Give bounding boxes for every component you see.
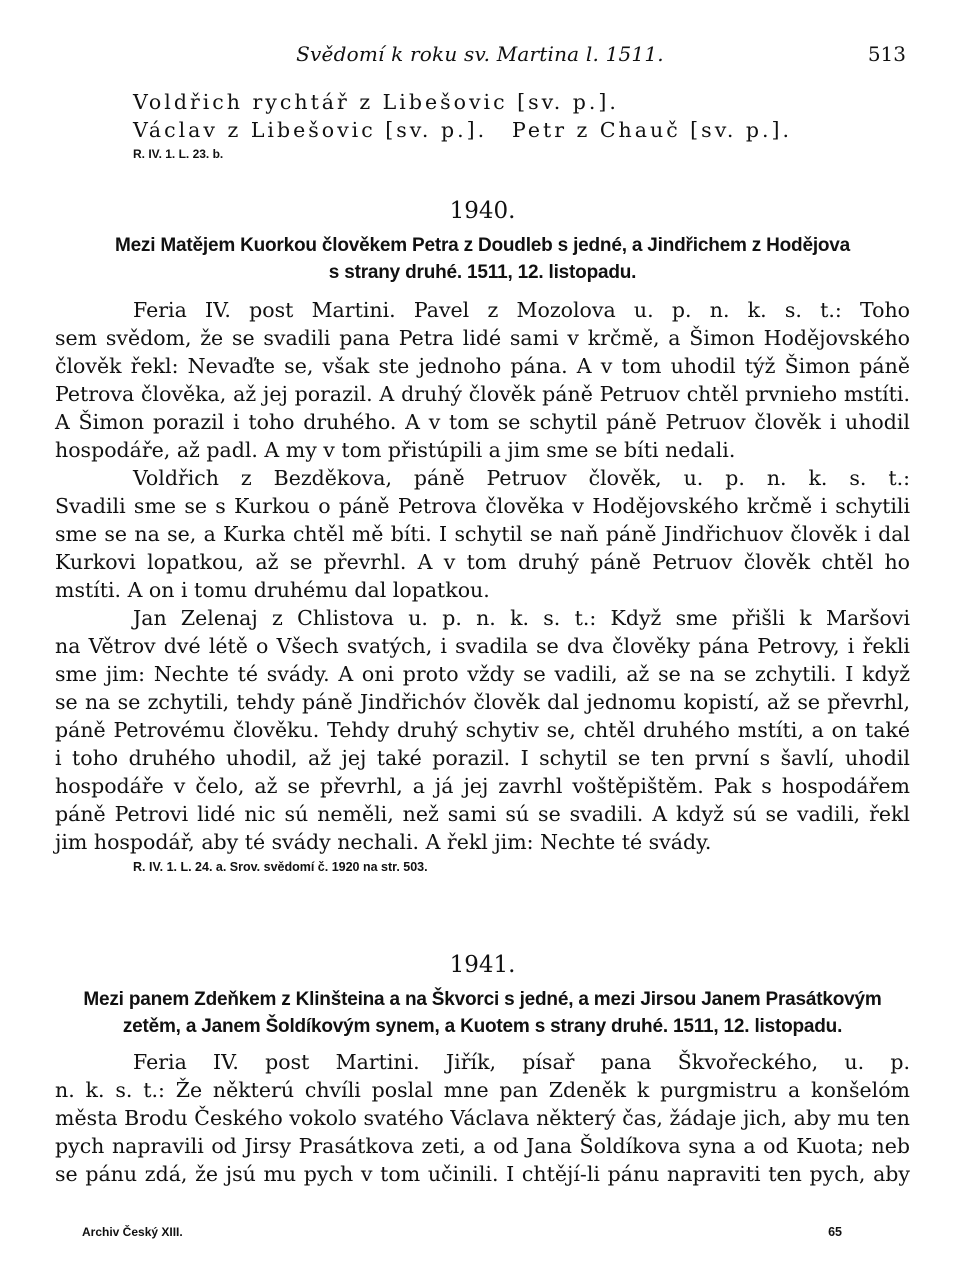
entry-heading-line: Mezi panem Zdeňkem z Klinšteina a na Škvorci s jedné, a mezi Jirsou Janem Prasátkovým [83, 989, 882, 1010]
text-line: hospodáře, až padl. A my v tom přistúpili a jim sme se bíti nedali. [55, 438, 736, 462]
text-line: Jan Zelenaj z Chlistova u. p. n. k. s. t.: Když sme přišli k Maršovi [133, 606, 910, 630]
page-footer [82, 1225, 842, 1247]
page-header [0, 42, 960, 72]
text-line: na Větrov dvé létě o Všech svatých, i svadila se dva člověky pána Petrovy, i řekli [55, 634, 910, 658]
text-line: Kurkovi lopatkou, až se převrhl. A v tom druhý páně Petruov člověk chtěl ho [55, 550, 910, 574]
text-line: páně Petrovi lidé nic sú neměli, než sami sú se svadili. A když sú se vadili, řekl [55, 802, 910, 826]
page-number: 513 [867, 42, 906, 66]
intro-line-1: Voldřich rychtář z Libešovic [sv. p.]. [133, 90, 619, 114]
text-line: pych napravili od Jirsy Prasátkova zeti, a od Jana Šoldíkova syna a od Kuota; neb [55, 1134, 910, 1158]
entry-number: 1941. [449, 952, 516, 978]
text-line: jim hospodář, aby té svády nechali. A řekl jim: Nechte té svády. [55, 830, 712, 854]
text-line: sem svědom, že se svadili pana Petra lidé sami v krčmě, a Šimon Hodějovského [55, 326, 910, 350]
text-line: člověk řekl: Nevaďte se, však ste jednoho pána. A v tom uhodil týž Šimon páně [55, 354, 910, 378]
text-line: se na se zchytili, tehdy páně Jindřichóv člověk dal jednomu kopistí, až se převrhl, [55, 690, 910, 714]
text-line: i toho druhého uhodil, až jej také porazil. I schytil se ten první s šavlí, uhodil [55, 746, 910, 770]
sheet-number: 65 [828, 1225, 842, 1239]
entry-number: 1940. [449, 198, 516, 224]
text-line: sme se na se, a Kurka chtěl mě bíti. I schytil se naň páně Jindřichuov člověk i dal [55, 522, 910, 546]
signature-mark: Archiv Český XIII. [82, 1225, 183, 1239]
entry-1941 [55, 950, 910, 1188]
entry-heading-line: zetěm, a Janem Šoldíkovým synem, a Kuotem s strany druhé. 1511, 12. listopadu. [122, 1016, 843, 1037]
intro-line-2b: Petr z Chauč [sv. p.]. [512, 118, 793, 142]
text-line: n. k. s. t.: Že některú chvíli poslal mne pan Zdeněk k purgmistru a konšelóm [55, 1078, 910, 1102]
entry-1940 [55, 196, 910, 878]
text-line: páně Petrovému člověku. Tehdy druhý schytiv se, chtěl druhého mstíti, a on také [55, 718, 910, 742]
entry-source: R. IV. 1. L. 24. a. Srov. svědomí č. 1920 na str. 503. [133, 860, 428, 874]
intro-block [55, 88, 910, 164]
text-line: A Šimon porazil i toho druhého. A v tom se schytil páně Petruov člověk i uhodil [55, 410, 910, 434]
intro-source: R. IV. 1. L. 23. b. [133, 147, 224, 161]
entry-heading-line: s strany druhé. 1511, 12. listopadu. [328, 262, 637, 283]
text-line: Petrova člověka, až jej porazil. A druhý člověk páně Petruov chtěl prvnieho mstíti. [55, 382, 910, 406]
intro-line-2a: Václav z Libešovic [sv. p.]. [133, 118, 488, 142]
text-line: hospodáře v čelo, až se převrhl, a já jej zavrhl voštěpištěm. Pak s hospodářem [55, 774, 910, 798]
text-line: Voldřich z Bezděkova, páně Petruov člověk, u. p. n. k. s. t.: [133, 466, 910, 490]
text-line: Feria IV. post Martini. Pavel z Mozolova u. p. n. k. s. t.: Toho [133, 298, 910, 322]
text-line: Feria IV. post Martini. Jiřík, písař pana Škvořeckého, u. p. [133, 1050, 910, 1074]
text-line: Svadili sme se s Kurkou o páně Petrova člověka v Hodějovského krčmě i schytili [55, 494, 910, 518]
running-title: Svědomí k roku sv. Martina l. 1511. [296, 42, 664, 66]
text-line: mstíti. A on i tomu druhému dal lopatkou. [55, 578, 490, 602]
entry-heading-line: Mezi Matějem Kuorkou člověkem Petra z Doudleb s jedné, a Jindřichem z Hodějova [114, 235, 851, 256]
text-line: se pánu zdá, že jsú mu pych v tom učinili. I chtějí-li pánu napraviti ten pych, aby [55, 1162, 910, 1186]
intro-line-2 [55, 116, 910, 144]
text-line: města Brodu Českého vokolo svatého Václava některý čas, žádaje jich, aby mu ten [55, 1106, 910, 1130]
text-line: sme jim: Nechte té svády. A oni proto vždy se vadili, až se na se zchytili. I když [55, 662, 910, 686]
